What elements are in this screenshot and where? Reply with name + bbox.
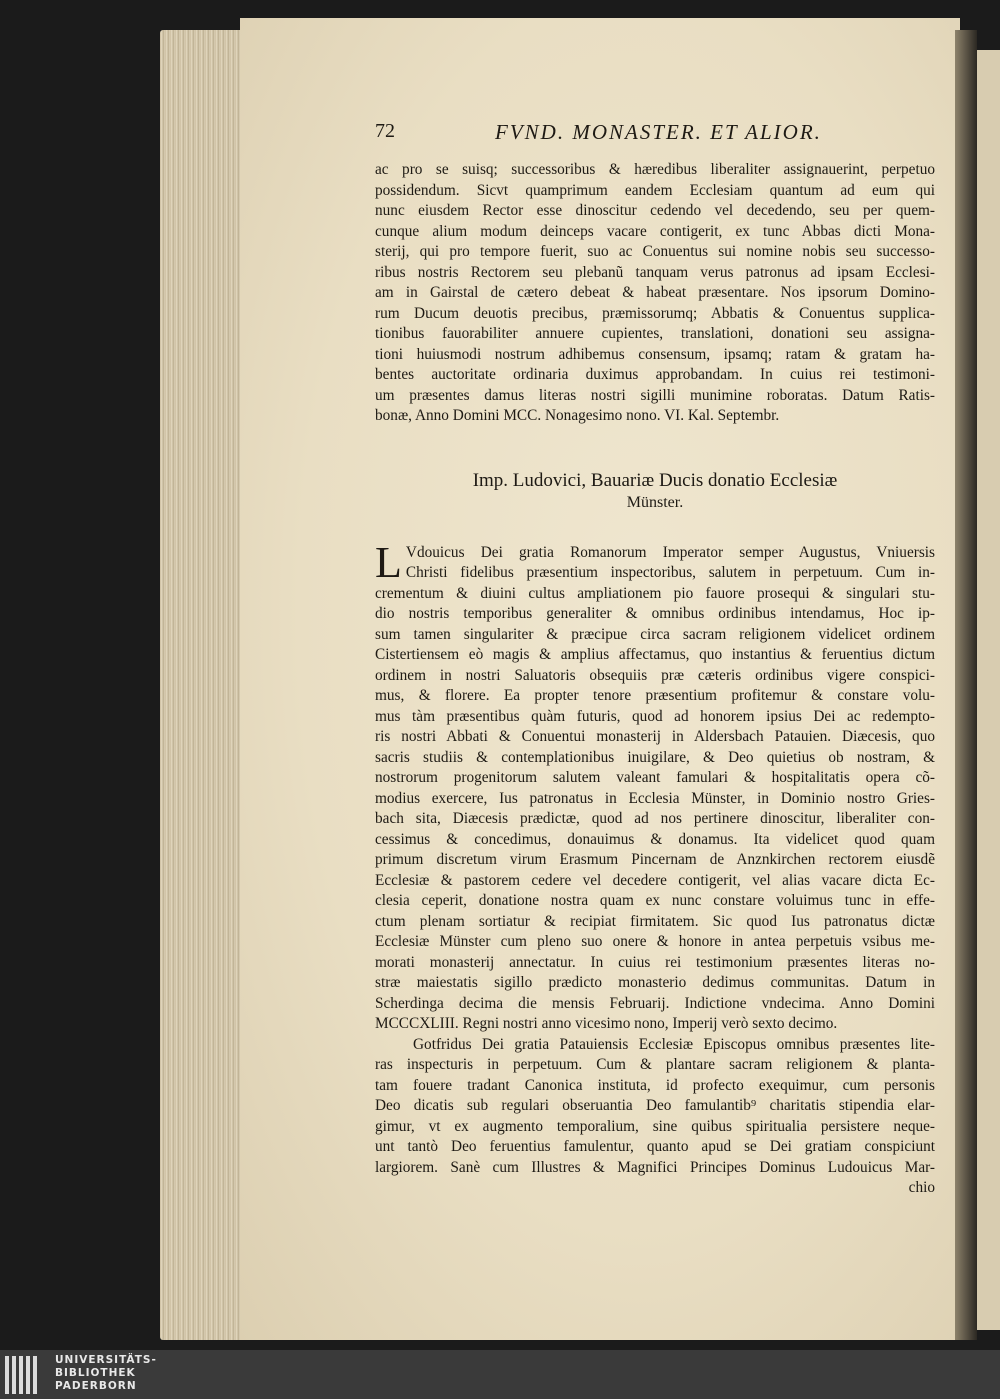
text-line: MCCCXLIII. Regni nostri anno vicesimo nono, Imperij verò sexto decimo.	[375, 1015, 838, 1032]
book-gutter	[955, 30, 977, 1340]
text-line: sacris studiis & contemplationibus inuigilare, & Deo quietius ob nostram, &	[375, 748, 935, 766]
text-line: possidendum. Sicvt quamprimum eandem Ecclesiam quantum ad eum qui	[375, 181, 935, 199]
text-line: bach sita, Diæcesis prædictæ, quod ad nos pertinere dinoscitur, liberaliter con-	[375, 810, 935, 827]
text-line: tionibus fauorabiliter annuere cupientes, translationi, donationi seu assigna-	[375, 325, 935, 342]
text-line: ras inspecturis in perpetuum. Cum & plantare sacram religionem & planta-	[375, 1056, 935, 1073]
text-line: dio nostris temporibus generaliter & omnibus ordinibus intendamus, Hoc ip-	[375, 605, 935, 622]
text-line: cessimus & concedimus, donauimus & donamus. Ita videlicet quod quam	[375, 830, 935, 848]
catchword: chio	[908, 1179, 935, 1196]
text-line: um præsentes damus literas nostri sigilli munimine roboratas. Datum Ratis-	[375, 386, 935, 404]
text-line: bentes auctoritate ordinaria duximus approbandam. In cuius rei testimoni-	[375, 366, 935, 383]
text-line: mus tàm præsentibus quàm futuris, quod ad honorem ipsius Dei ac redempto-	[375, 707, 935, 725]
section-title: Imp. Ludovici, Bauariæ Ducis donatio Ecclesiæ	[472, 469, 838, 491]
text-line: bonæ, Anno Domini MCC. Nonagesimo nono. VI. Kal. Septembr.	[375, 407, 780, 424]
drop-cap: L	[375, 537, 402, 587]
text-line: sterij, qui pro tempore fuerit, suo ac Conuentus sui nomine nobis seu successo-	[375, 243, 935, 260]
text-line: Cistertiensem eò magis & amplius affectamus, quo instantius & feruentius dictum	[375, 646, 935, 663]
text-line: Scherdinga decima die mensis Februarij. Indictione vndecima. Anno Domini	[375, 994, 935, 1012]
library-logo-icon	[5, 1356, 37, 1394]
text-line: ribus nostris Rectorem seu plebanũ tanquam verus patronus ad ipsam Ecclesi-	[375, 263, 935, 281]
library-name	[55, 1354, 157, 1393]
text-line: nunc eiusdem Rector esse dinoscitur cedendo vel decedendo, seu per quem-	[375, 202, 935, 219]
section-subtitle: Münster.	[626, 493, 684, 511]
charter-text-ludovicus	[375, 537, 935, 1199]
text-line: Ecclesiæ & pastorem cedere vel decedere contigerit, vel alias vacare dicta Ec-	[375, 871, 935, 889]
text-line: tioni huiusmodi nostrum adhibemus consensum, ipsamq; ratam & gratam ha-	[375, 345, 935, 363]
text-line: sum tamen singulariter & præcipue circa sacram religionem videlicet ordinem	[375, 625, 935, 643]
text-line: morati monasterij annectatur. In cuius rei testimonium præsentes literas no-	[375, 953, 935, 971]
text-line: primum discretum virum Erasmum Pincernam de Anznkirchen rectorem eiusdẽ	[375, 851, 935, 868]
text-line: mus, & florere. Ea propter tenore præsentium profitemur & constare volu-	[375, 687, 935, 704]
running-title: FVND. MONASTER. ET ALIOR.	[495, 120, 822, 144]
text-line: ordinem in nostri Saluatoris obsequiis præ cæteris ordinibus vigere conspici-	[375, 666, 935, 684]
text-line: Christi fidelibus præsentium inspectoribus, salutem in perpetuum. Cum in-	[405, 564, 935, 581]
text-line: cunque alium modum deinceps vacare contigerit, ex tunc Abbas dicti Mona-	[375, 222, 935, 240]
text-line: tam fouere tradant Canonica instituta, id profecto exequimur, cum personis	[375, 1076, 935, 1094]
text-line: Ecclesiæ Münster cum pleno suo onere & honore in antea perpetuis vsibus me-	[375, 933, 935, 950]
library-name-line: BIBLIOTHEK	[55, 1367, 136, 1379]
text-line: largiorem. Sanè cum Illustres & Magnifici Principes Dominus Ludouicus Mar-	[375, 1158, 935, 1176]
page-content	[375, 120, 935, 1199]
charter-text-continued	[375, 160, 935, 427]
running-head	[375, 120, 935, 160]
text-line: ctum plenam sortiatur & recipiat firmitatem. Sic quod Ius patronatus dictæ	[375, 912, 935, 930]
text-line: unt tantò Deo feruentius famulentur, quanto apud se Dei gratiam conspiciunt	[375, 1138, 935, 1155]
page-number: 72	[375, 120, 395, 142]
text-line: modius exercere, Ius patronatus in Ecclesia Münster, in Dominio nostro Gries-	[375, 789, 935, 807]
text-line: ris nostri Abbati & Conuentui monasterij in Aldersbach Patauien. Diæcesis, quo	[375, 728, 935, 745]
text-line: clesia ceperit, donatione nostra quam ex nunc constare voluimus tunc in effe-	[375, 892, 935, 909]
text-line: stræ maiestatis sigillo prædicto monasterio dedimus communitas. Datum in	[375, 974, 935, 991]
text-line: ac pro se suisq; successoribus & hæredibus liberaliter assignauerint, perpetuo	[375, 161, 935, 178]
facing-page-edge	[977, 50, 1000, 1330]
text-line: rum Ducum deuotis precibus, præmissorumq; Abbatis & Conuentus supplica-	[375, 304, 935, 322]
text-line: Gotfridus Dei gratia Patauiensis Ecclesiæ Episcopus omnibus præsentes lite-	[413, 1035, 935, 1053]
text-line: Vdouicus Dei gratia Romanorum Imperator semper Augustus, Vniuersis	[405, 543, 935, 561]
text-line: nostrorum progenitorum salutem valeant famulari & hospitalitatis opera cõ-	[375, 769, 935, 786]
text-line: gimur, vt ex augmento temporalium, sine quibus spiritualia persistere neque-	[375, 1117, 935, 1135]
library-footer	[0, 1350, 1000, 1399]
page-edges	[160, 30, 250, 1340]
text-line: am in Gairstal de cætero debeat & habeat præsentare. Nos ipsorum Domino-	[375, 284, 935, 301]
text-line: Deo dicatis sub regulari obseruantia Deo famulantib⁹ charitatis stipendia elar-	[375, 1097, 935, 1114]
library-name-line: PADERBORN	[55, 1380, 137, 1392]
library-name-line: UNIVERSITÄTS-	[55, 1354, 157, 1366]
text-line: crementum & diuini cultus ampliationem pio fauore prosequi & singulari stu-	[375, 584, 935, 602]
